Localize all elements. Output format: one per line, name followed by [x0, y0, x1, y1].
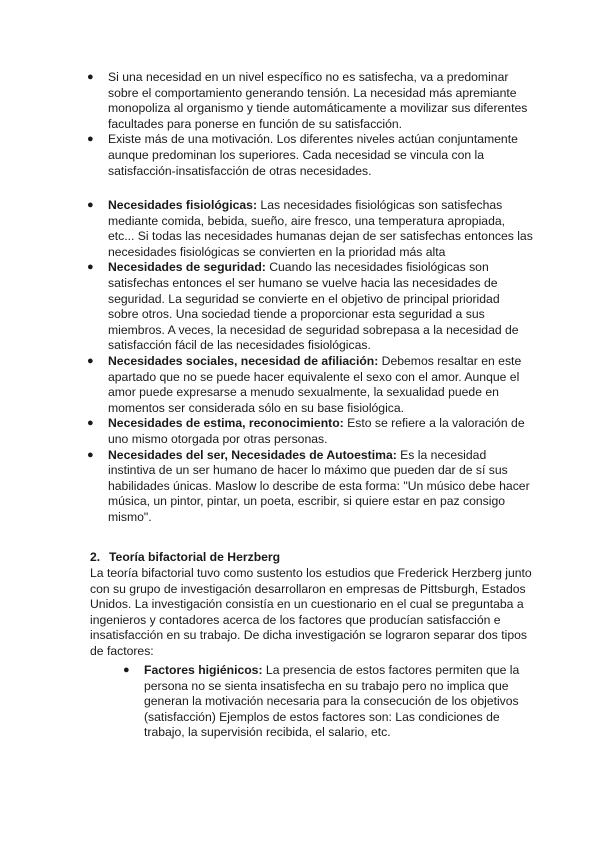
- motivation-principles-list: [87, 70, 533, 179]
- list-item: [87, 132, 533, 179]
- list-item-term: Necesidades de seguridad:: [108, 260, 266, 275]
- list-item-text: La presencia de estos factores permiten que la persona no se sienta insatisfecha en su trabajo pero no implica que generan la motivación necesaria para la consecución de los objetivos (satisfacción) Ejemplos de estos factores son: Las condiciones de trabajo, la supervisión recibida, el salario, etc.: [144, 663, 520, 740]
- list-item-term: Necesidades del ser, Necesidades de Autoestima:: [108, 447, 397, 462]
- section-heading: [90, 550, 280, 566]
- list-item-text: Es la necesidad instintiva de un ser humano de hacer lo máximo que pueden dar de sí sus habilidades únicas. Maslow lo describe de esta forma: "Un músico debe hacer música, un pintor, pintar, un poeta, escribir, si quiere estar en paz consigo mismo".: [108, 447, 530, 524]
- section-number: 2.: [90, 550, 101, 564]
- bullet-icon: ●: [123, 664, 130, 676]
- herzberg-factors-list: [123, 663, 534, 741]
- list-item-safety: [87, 260, 533, 354]
- list-item-physiological: [87, 198, 533, 260]
- list-item-text: Las necesidades fisiológicas son satisfechas mediante comida, bebida, sueño, aire fresco, una temperatura apropiada, etc... Si todas las necesidades humanas dejan de ser satisfechas entonces las necesidades fisiológicas se convierten en la prioridad más alta: [108, 198, 533, 259]
- list-item: [87, 70, 533, 132]
- list-item-text: Debemos resaltar en este apartado que no se puede hacer equivalente el sexo con el amor. Aunque el amor puede expresarse a menudo sexualmente, la sexualidad puede en momentos ser considerada sólo en su base fisiológica.: [108, 353, 522, 415]
- list-item-text: Si una necesidad en un nivel específico no es satisfecha, va a predominar sobre el comportamiento generando tensión. La necesidad más apremiante monopoliza al organismo y tiende automáticamente a movilizar sus diferentes facultades para ponerse en función de su satisfacción.: [108, 70, 528, 131]
- list-item-term: Necesidades fisiológicas:: [108, 198, 258, 212]
- list-item-term: Necesidades sociales, necesidad de afiliación:: [108, 353, 379, 368]
- maslow-needs-list: [87, 198, 533, 525]
- list-item-social: [87, 353, 533, 416]
- list-item-text: Existe más de una motivación. Los diferentes niveles actúan conjuntamente aunque predominan los superiores. Cada necesidad se vincula con la satisfacción-insatisfacción de otras necesidades.: [108, 132, 518, 178]
- list-item-hygiene-factors: [123, 663, 534, 741]
- bullet-icon: ●: [87, 354, 94, 367]
- list-item-self-actualization: [87, 447, 533, 526]
- list-item-term: Factores higiénicos:: [144, 663, 263, 677]
- section-paragraph: La teoría bifactorial tuvo como sustento los estudios que Frederick Herzberg junto con su grupo de investigación desarrollaron en empresas de Pittsburgh, Estados Unidos. La investigación consistía en un cuestionario en el cual se preguntaba a ingenieros y contadores acerca de los factores que producían satisfacción e insatisfacción en su trabajo. De dicha investigación se lograron separar dos tipos de factores:: [90, 566, 532, 658]
- list-item-term: Necesidades de estima, reconocimiento:: [108, 416, 344, 431]
- bullet-icon: ●: [87, 417, 94, 430]
- list-item-text: Cuando las necesidades fisiológicas son satisfechas entonces el ser humano se vuelve hacia las necesidades de seguridad. La seguridad se convierte en el objetivo de principal prioridad sobre otros. Una sociedad tiende a proporcionar esta seguridad a sus miembros. A veces, la necesidad de seguridad sobrepasa a la necesidad de satisfacción fácil de las necesidades fisiológicas.: [108, 260, 519, 353]
- list-item-esteem: [87, 416, 533, 447]
- bullet-icon: ●: [87, 71, 94, 83]
- bullet-icon: ●: [87, 448, 94, 461]
- bullet-icon: ●: [87, 261, 94, 274]
- bullet-icon: ●: [87, 199, 94, 211]
- bullet-icon: ●: [87, 133, 94, 146]
- list-item-text: Esto se refiere a la valoración de uno mismo otorgada por otras personas.: [108, 416, 525, 446]
- section-title: Teoría bifactorial de Herzberg: [109, 550, 281, 564]
